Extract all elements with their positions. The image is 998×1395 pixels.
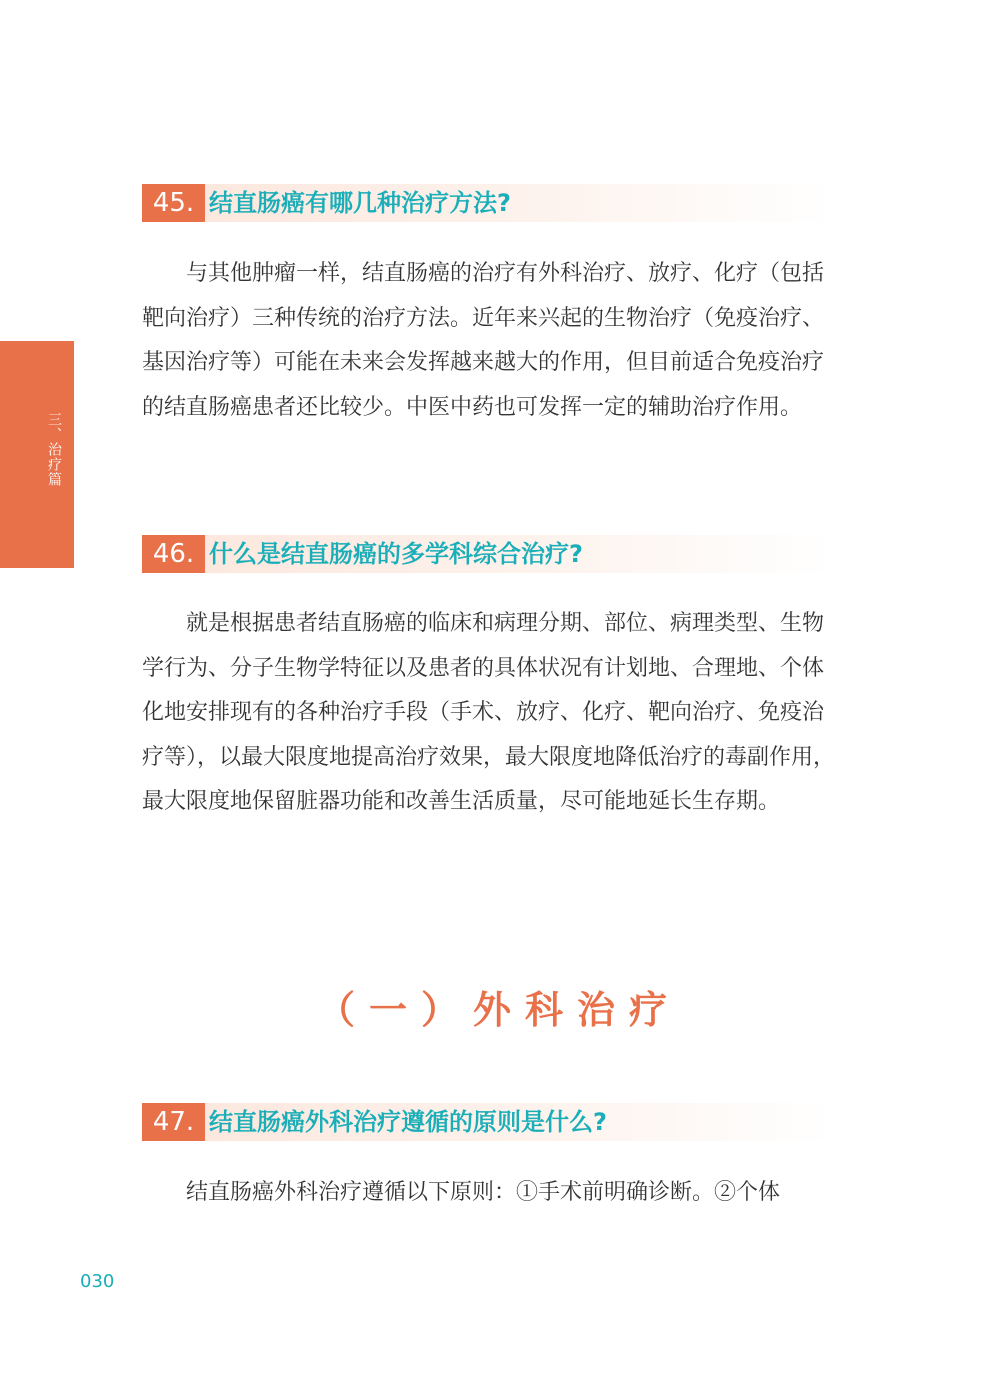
question-header-45	[142, 184, 832, 222]
question-title: 结直肠癌有哪几种治疗方法?	[209, 189, 511, 217]
chapter-side-tab-label: 三、治疗篇	[46, 412, 62, 487]
question-number-badge: 46.	[142, 535, 205, 573]
question-header-46	[142, 535, 832, 573]
answer-paragraph-46: 就是根据患者结直肠癌的临床和病理分期、部位、病理类型、生物学行为、分子生物学特征以及患者的具体状况有计划地、合理地、个体化地安排现有的各种治疗手段（手术、放疗、化疗、靶向治疗、免疫治疗等），以最大限度地提高治疗效果，最大限度地降低治疗的毒副作用，最大限度地保留脏器功能和改善生活质量，尽可能地延长生存期。	[142, 611, 836, 815]
question-header-47	[142, 1103, 832, 1141]
question-number-badge: 45.	[142, 184, 205, 222]
page-number: 030	[80, 1271, 115, 1292]
answer-paragraph-45: 与其他肿瘤一样，结直肠癌的治疗有外科治疗、放疗、化疗（包括靶向治疗）三种传统的治疗方法。近年来兴起的生物治疗（免疫治疗、基因治疗等）可能在未来会发挥越来越大的作用，但目前适合免疫治疗的结直肠癌患者还比较少。中医中药也可发挥一定的辅助治疗作用。	[142, 261, 825, 420]
question-title: 什么是结直肠癌的多学科综合治疗?	[209, 540, 583, 568]
answer-paragraph-47: 结直肠癌外科治疗遵循以下原则：①手术前明确诊断。②个体	[186, 1180, 781, 1205]
question-title: 结直肠癌外科治疗遵循的原则是什么?	[209, 1108, 607, 1136]
chapter-side-tab	[0, 341, 74, 568]
section-title: （一）外科治疗	[316, 987, 681, 1032]
question-number-badge: 47.	[142, 1103, 205, 1141]
